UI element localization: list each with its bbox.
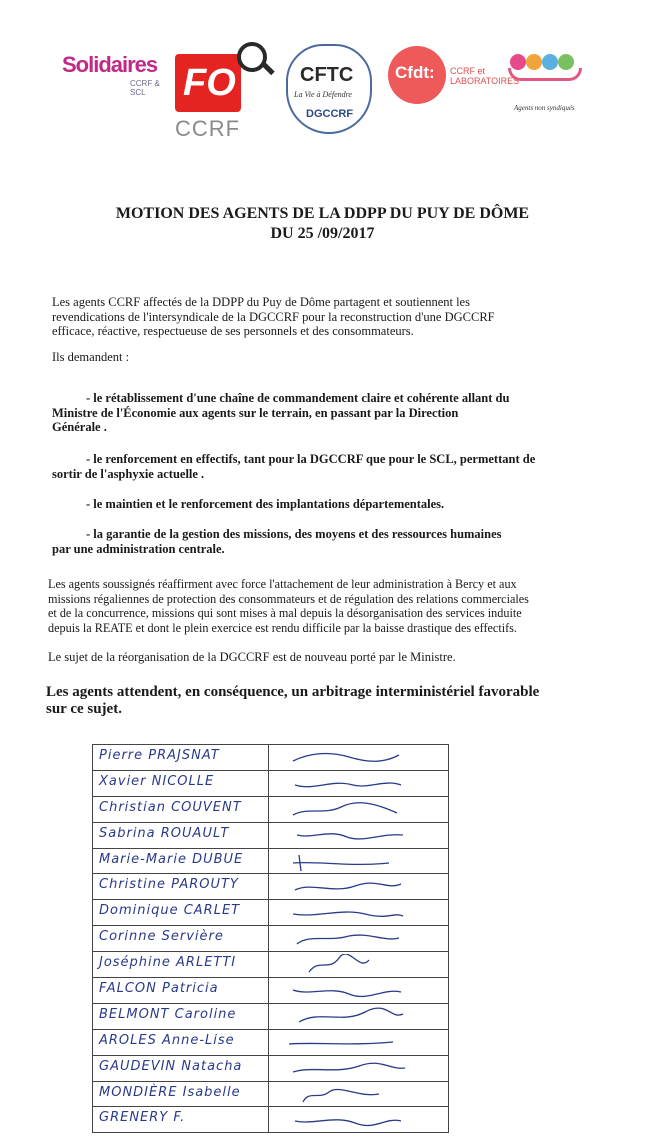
handwritten-signature [289, 954, 419, 976]
handwritten-signature [289, 1084, 419, 1106]
signatory-name: Marie-Marie DUBUE [99, 851, 244, 867]
signature-stroke [293, 855, 389, 871]
motion-title-date: DU 25 /09/2017 [270, 225, 375, 242]
signature-stroke [297, 833, 403, 838]
signatory-name: BELMONT Caroline [99, 1006, 237, 1022]
signature-row [93, 952, 449, 978]
handwritten-signature [289, 980, 419, 1002]
signature-cell [268, 874, 448, 900]
demand-line: - le renforcement en effectifs, tant pour la DGCCRF que pour le SCL, permettant de [86, 452, 536, 466]
demand-item [52, 391, 509, 435]
conclusion-line: Les agents attendent, en conséquence, un arbitrage interministériel favorable [46, 684, 540, 700]
signatory-name: Sabrina ROUAULT [99, 825, 230, 841]
signature-cell [268, 978, 448, 1004]
signature-table [92, 744, 449, 1133]
signatory-name: FALCON Patricia [99, 981, 219, 997]
signature-stroke [295, 884, 401, 891]
signatory-name: Dominique CARLET [99, 903, 241, 919]
signature-stroke [295, 783, 401, 787]
motion-title-line1: MOTION DES AGENTS DE LA DDPP DU PUY DE DÔME [115, 205, 530, 222]
signature-row [93, 900, 449, 926]
signature-stroke [293, 912, 403, 916]
solidaires-logo [58, 46, 168, 96]
minister-sentence: Le sujet de la réorganisation de la DGCCRF est de nouveau porté par le Ministre. [48, 650, 456, 664]
signature-row [93, 926, 449, 952]
signature-cell [268, 1107, 448, 1133]
signatory-name-cell [93, 900, 269, 926]
signatory-name: Pierre PRAJSNAT [99, 748, 220, 763]
signature-cell [268, 770, 448, 796]
reaffirm-paragraph [48, 577, 529, 635]
signature-cell [268, 952, 448, 978]
signature-row [93, 874, 449, 900]
cftc-logo-tagline: La Vie à Défendre [294, 90, 352, 99]
signature-stroke [295, 1120, 401, 1126]
signatory-name-cell [93, 1107, 269, 1133]
demand-line: - le maintien et le renforcement des implantations départementales. [86, 497, 445, 511]
cfdt-logo [388, 46, 520, 106]
demand-line: par une administration centrale. [52, 541, 225, 556]
signatory-name: GAUDEVIN Natacha [99, 1058, 243, 1074]
signature-cell [268, 1055, 448, 1081]
signatory-name: Christine PAROUTY [99, 877, 239, 893]
signature-stroke [299, 1008, 403, 1022]
signature-row [93, 770, 449, 796]
fo-ccrf-logo [173, 46, 273, 141]
demand-item [52, 497, 444, 512]
signatory-name-cell [93, 1081, 269, 1107]
signatory-name-cell [93, 1003, 269, 1029]
signature-stroke [293, 754, 399, 762]
signature-stroke [293, 1063, 405, 1072]
signature-row [93, 978, 449, 1004]
signature-cell [268, 1081, 448, 1107]
signature-stroke [303, 1089, 379, 1102]
demand-line: Ministre de l'Économie aux agents sur le terrain, en passant par la Direction [52, 405, 459, 420]
signature-cell [268, 1029, 448, 1055]
solidaires-logo-text: Solidaires [62, 52, 158, 77]
handwritten-signature [289, 825, 419, 847]
signature-cell [268, 900, 448, 926]
signature-cell [268, 796, 448, 822]
demand-item [52, 527, 502, 556]
signatory-name-cell [93, 1029, 269, 1055]
handwritten-signature [289, 1006, 419, 1028]
signature-row [93, 1055, 449, 1081]
signatory-name: GRENERY F. [99, 1110, 186, 1126]
handwritten-signature [289, 928, 419, 950]
reaffirm-line: et de la concurrence, missions qui sont mises à mal depuis la désorganisation des services induite [48, 606, 522, 620]
cftc-logo-text: CFTC [300, 64, 354, 86]
non-union-logo [504, 46, 598, 116]
non-union-logo-sub: Agents non syndiqués [514, 104, 575, 112]
cftc-logo-sub: DGCCRF [306, 108, 354, 120]
cfdt-logo-text: Cfdt: [395, 63, 435, 82]
intro-line: efficace, réactive, respectueuse de ses personnels et des consommateurs. [52, 324, 414, 338]
cfdt-logo-sub: CCRF et LABORATOIRES [450, 66, 520, 86]
demand-line: - le rétablissement d'une chaîne de commandement claire et cohérente allant du [86, 391, 510, 405]
signatory-name-cell [93, 848, 269, 874]
union-logos [58, 38, 598, 141]
handwritten-signature [289, 773, 419, 795]
signatory-name: Joséphine ARLETTI [99, 955, 237, 971]
signature-stroke [289, 1042, 393, 1044]
signature-row [93, 745, 449, 771]
handwritten-signature [289, 902, 419, 924]
fo-logo-text: FO [183, 62, 236, 104]
motion-title [0, 204, 645, 244]
signatory-name-cell [93, 952, 269, 978]
signatory-name: MONDIÈRE Isabelle [99, 1084, 241, 1100]
reaffirm-line: missions régaliennes de protection des consommateurs et de régulation des relations commerciales [48, 591, 529, 606]
handwritten-signature [289, 1032, 419, 1054]
reaffirm-line: Les agents soussignés réaffirment avec force l'attachement de leur administration à Bercy et aux [48, 577, 517, 591]
signatory-name-cell [93, 770, 269, 796]
signature-stroke [293, 990, 401, 997]
signatory-name-cell [93, 745, 269, 771]
signatory-name: Xavier NICOLLE [99, 773, 215, 789]
signatory-name: AROLES Anne-Lise [99, 1032, 235, 1048]
handwritten-signature [289, 851, 419, 873]
reaffirm-line: depuis la REATE et dont le plein exercice est rendu difficile par la baisse drastique des effectifs. [48, 620, 517, 635]
signature-row [93, 1081, 449, 1107]
intro-paragraph [52, 295, 495, 339]
demand-line: Générale . [52, 420, 107, 434]
signature-cell [268, 926, 448, 952]
signature-stroke [309, 954, 369, 972]
cftc-emblem-icon [286, 44, 372, 134]
signature-cell [268, 745, 448, 771]
magnifier-handle-icon [261, 62, 274, 75]
signatory-name: Christian COUVENT [99, 799, 242, 815]
demand-line: sortir de l'asphyxie actuelle . [52, 466, 205, 481]
signature-stroke [297, 935, 399, 944]
signature-cell [268, 822, 448, 848]
signatory-name-cell [93, 822, 269, 848]
signature-row [93, 1029, 449, 1055]
handwritten-signature [289, 747, 419, 769]
handwritten-signature [289, 876, 419, 898]
cftc-logo [280, 42, 376, 132]
signature-row [93, 848, 449, 874]
signatory-name-cell [93, 978, 269, 1004]
signature-row [93, 1107, 449, 1133]
demand-item [52, 452, 535, 481]
fo-logo-sub: CCRF [175, 116, 241, 141]
signatory-name-cell [93, 926, 269, 952]
handwritten-signature [289, 1109, 419, 1131]
signatory-name-cell [93, 796, 269, 822]
signature-cell [268, 848, 448, 874]
signature-row [93, 796, 449, 822]
signature-stroke [293, 803, 397, 815]
signature-row [93, 822, 449, 848]
signatory-name: Corinne Servière [99, 929, 224, 945]
conclusion-paragraph [46, 684, 539, 718]
smile-icon [508, 68, 582, 81]
intro-line: revendications de l'intersyndicale de la DGCCRF pour la reconstruction d'une DGCCRF [52, 309, 495, 324]
demand-label: Ils demandent : [52, 350, 130, 364]
conclusion-line: sur ce sujet. [46, 701, 122, 717]
handwritten-signature [289, 1058, 419, 1080]
signature-row [93, 1003, 449, 1029]
signatory-name-cell [93, 1055, 269, 1081]
signatory-name-cell [93, 874, 269, 900]
solidaires-logo-sub: CCRF & SCL [130, 79, 160, 97]
handwritten-signature [289, 799, 419, 821]
signature-cell [268, 1003, 448, 1029]
demand-line: - la garantie de la gestion des missions, des moyens et des ressources humaines [86, 527, 502, 541]
intro-line: Les agents CCRF affectés de la DDPP du Puy de Dôme partagent et soutiennent les [52, 295, 470, 309]
